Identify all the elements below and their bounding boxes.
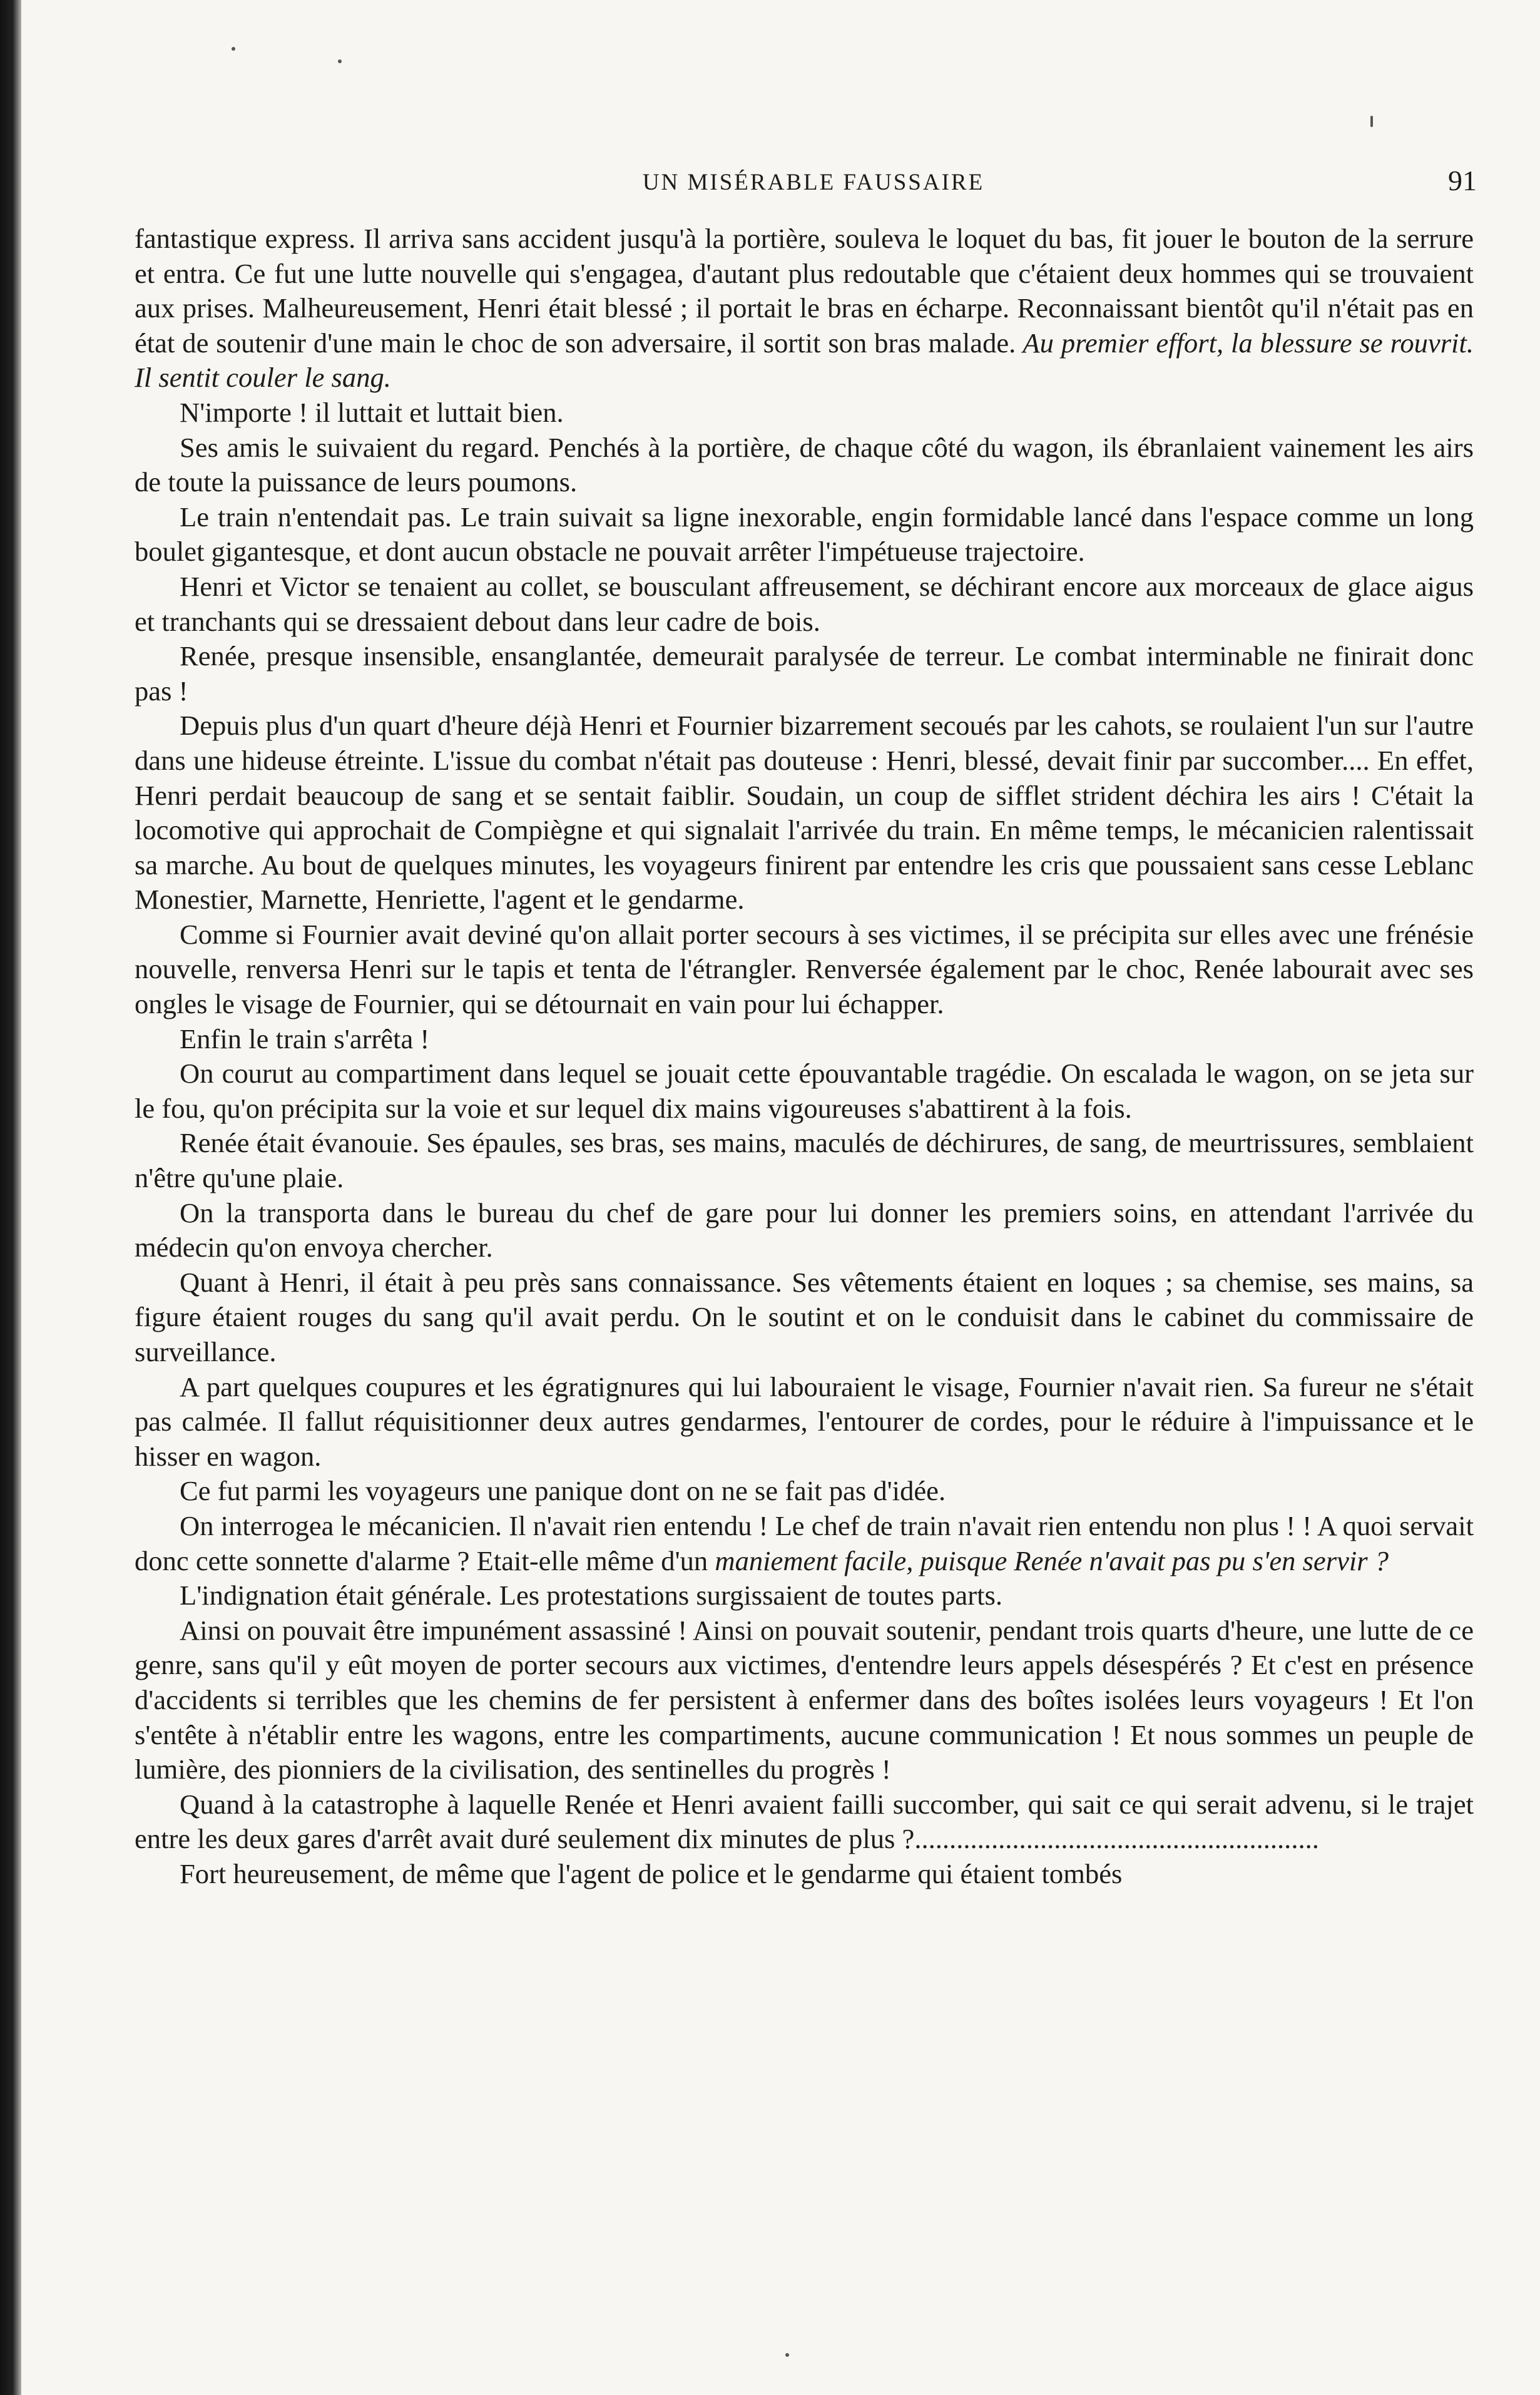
paragraph-18: Ainsi on pouvait être impunément assassiné ! Ainsi on pouvait soutenir, pendant trois quarts d'heure, une lutte de ce genre, sans qu'il y eût moyen de porter secours aux victimes, d'entendre leurs appels désespérés ? Et c'est en présence d'accidents si terribles que les chemins de fer persistent à enfermer dans des boîtes isolées leurs voyageurs ! Et l'on s'entête à n'établir entre les wagons, entre les compartiments, aucune communication ! Et nous sommes un peuple de lumière, des pionniers de la civilisation, des sentinelles du progrès !: [135, 1614, 1474, 1785]
paragraph-1: [135, 222, 1474, 396]
scan-speck: [1370, 116, 1373, 127]
paragraph-4: Le train n'entendait pas. Le train suivait sa ligne inexorable, engin formidable lancé dans l'espace comme un long boulet gigantesque, et dont aucun obstacle ne pouvait arrêter l'impétueuse trajectoire.: [135, 501, 1474, 568]
page-header: [150, 165, 1477, 207]
paragraph-19: Quand à la catastrophe à laquelle Renée et Henri avaient failli succomber, qui sait ce qui serait advenu, si le trajet entre les deux gares d'arrêt avait duré seulement dix minutes de plus ?..........................................................: [135, 1788, 1474, 1855]
page-number: 91: [1448, 165, 1477, 197]
paragraph-17: L'indignation était générale. Les protestations surgissaient de toutes parts.: [180, 1580, 1002, 1611]
paragraph-12: On la transporta dans le bureau du chef de gare pour lui donner les premiers soins, en attendant l'arrivée du médecin qu'on envoya chercher.: [135, 1197, 1474, 1264]
paragraph-3: Ses amis le suivaient du regard. Penchés à la portière, de chaque côté du wagon, ils ébranlaient vainement les airs de toute la puissance de leurs poumons.: [135, 431, 1474, 498]
binding-edge: [0, 0, 21, 2395]
paragraph-italic-text: Au premier effort, la blessure se rouvrit. Il sentit couler le sang.: [135, 327, 1474, 394]
body-text: [135, 222, 1474, 1892]
paragraph-16: [135, 1509, 1474, 1578]
running-title: UN MISÉRABLE FAUSSAIRE: [642, 170, 985, 195]
paragraph-2: N'importe ! il luttait et luttait bien.: [180, 396, 564, 428]
scan-speck: [785, 2353, 789, 2357]
paragraph-5: Henri et Victor se tenaient au collet, se bousculant affreusement, se déchirant encore aux morceaux de glace aigus et tranchants qui se dressaient debout dans leur cadre de bois.: [135, 570, 1474, 637]
paragraph-6: Renée, presque insensible, ensanglantée, demeurait paralysée de terreur. Le combat interminable ne finirait donc pas !: [135, 640, 1474, 707]
scan-speck: [232, 47, 235, 51]
paragraph-20: Fort heureusement, de même que l'agent de police et le gendarme qui étaient tombés: [180, 1857, 1123, 1889]
paragraph-10: On courut au compartiment dans lequel se jouait cette épouvantable tragédie. On escalada le wagon, on se jeta sur le fou, qu'on précipita sur la voie et sur lequel dix mains vigoureuses s'abattirent à la fois.: [135, 1058, 1474, 1124]
paragraph-11: Renée était évanouie. Ses épaules, ses bras, ses mains, maculés de déchirures, de sang, de meurtrissures, semblaient n'être qu'une plaie.: [135, 1127, 1474, 1194]
paragraph-text: fantastique express. Il arriva sans accident jusqu'à la portière, souleva le loquet du bas, fit jouer le bouton de la serrure et entra. Ce fut une lutte nouvelle qui s'engagea, d'autant plus redoutable que c'étaient deux hommes qui se trouvaient aux prises. Malheureusement, Henri était blessé ; il portait le bras en écharpe. Reconnaissant bientôt qu'il n'était pas en état de soutenir d'une main le choc de son adversaire, il sortit son bras malade.: [135, 223, 1474, 359]
paragraph-7: Depuis plus d'un quart d'heure déjà Henri et Fournier bizarrement secoués par les cahots, se roulaient l'un sur l'autre dans une hideuse étreinte. L'issue du combat n'était pas douteuse : Henri, blessé, devait finir par succomber.... En effet, Henri perdait beaucoup de sang et se sentait faiblir. Soudain, un coup de sifflet strident déchira les airs ! C'était la locomotive qui approchait de Compiègne et qui signalait l'arrivée du train. En même temps, le mécanicien ralentissait sa marche. Au bout de quelques minutes, les voyageurs finirent par entendre les cris que poussaient sans cesse Leblanc Monestier, Marnette, Henriette, l'agent et le gendarme.: [135, 710, 1474, 916]
paragraph-14: A part quelques coupures et les égratignures qui lui labouraient le visage, Fournier n'avait rien. Sa fureur ne s'était pas calmée. Il fallut réquisitionner deux autres gendarmes, l'entourer de cordes, pour le réduire à l'impuissance et le hisser en wagon.: [135, 1371, 1474, 1472]
paragraph-13: Quant à Henri, il était à peu près sans connaissance. Ses vêtements étaient en loques ; sa chemise, ses mains, sa figure étaient rouges du sang qu'il avait perdu. On le soutint et on le conduisit dans le cabinet du commissaire de surveillance.: [135, 1266, 1474, 1367]
paragraph-text: On interrogea le mécanicien. Il n'avait rien entendu ! Le chef de train n'avait rien entendu non plus ! ! A quoi servait donc cette sonnette d'alarme ? Etait-elle même d'un: [135, 1509, 1474, 1576]
paragraph-8: Comme si Fournier avait deviné qu'on allait porter secours à ses victimes, il se précipita sur elles avec une frénésie nouvelle, renversa Henri sur le tapis et tenta de l'étrangler. Renversée également par le choc, Renée labourait avec ses ongles le visage de Fournier, qui se détournait en vain pour lui échapper.: [135, 918, 1474, 1020]
paragraph-9: Enfin le train s'arrêta !: [180, 1023, 430, 1055]
paragraph-italic-text: maniement facile, puisque Renée n'avait pas pu s'en servir ?: [708, 1545, 1389, 1576]
paragraph-15: Ce fut parmi les voyageurs une panique dont on ne se fait pas d'idée.: [180, 1475, 946, 1507]
scan-speck: [338, 59, 342, 63]
